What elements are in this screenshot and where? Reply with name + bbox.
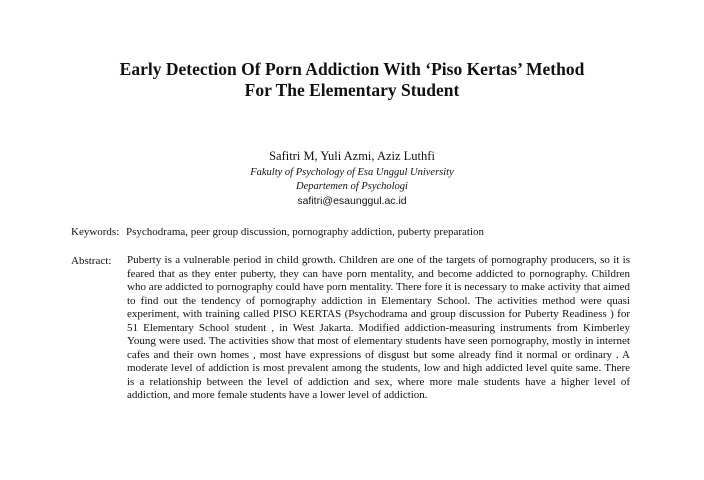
author-list: Safitri M, Yuli Azmi, Aziz Luthfi [269, 149, 435, 163]
abstract-label: Abstract: [71, 255, 112, 267]
author-email: safitri@esaunggul.ac.id [297, 195, 407, 207]
abstract-text: Puberty is a vulnerable period in child growth. Children are one of the targets of pornography producers, so it is feared that as they enter puberty, they can have porn mentality, and become addicted to pornography. Children who are addicted to pornography could have porn mentality. There fore it is necessary to make activity that aimed to find out the tendency of pornography addiction in Elementary School. The activities method were quasi experiment, with training called PISO KERTAS (Psychodrama and group discussion for Puberty Readiness ) for 51 Elementary School student , in West Jakarta. Modified addiction-measuring instruments from Kimberley Young were used. The activities show that most of elementary students have seen pornography, mostly in internet cafes and their own homes , most have expressions of disgust but some already find it normal or ordinary . A moderate level of addiction is most prevalent among the students, low and high addicted level quite same. There is a relationship between the level of addiction and sex, where more male students have a higher level of addiction, and more female students have a lower level of addiction. [127, 254, 630, 401]
affiliation-university: Fakulty of Psychology of Esa Unggul University [250, 167, 454, 178]
paper-title-line-2: For The Elementary Student [244, 80, 460, 100]
keywords-text: Psychodrama, peer group discussion, pornography addiction, puberty preparation [126, 226, 485, 238]
keywords-label: Keywords: [71, 226, 120, 238]
keywords-row [71, 225, 641, 239]
paper-title-line-1: Early Detection Of Porn Addiction With ‘Piso Kertas’ Method [119, 59, 585, 79]
affiliation-department: Departemen of Psychologi [296, 181, 408, 192]
